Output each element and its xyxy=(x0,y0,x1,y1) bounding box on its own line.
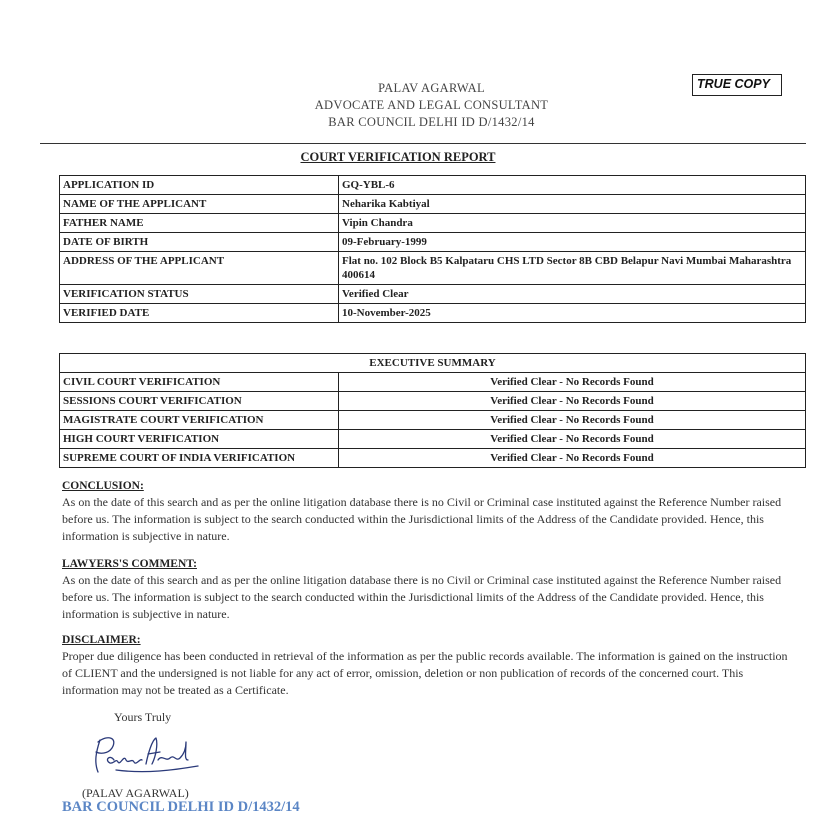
signature-image xyxy=(86,730,206,782)
field-label: ADDRESS OF THE APPLICANT xyxy=(60,252,339,285)
true-copy-stamp: TRUE COPY xyxy=(692,74,782,96)
summary-heading: EXECUTIVE SUMMARY xyxy=(60,354,806,373)
court-label: SUPREME COURT OF INDIA VERIFICATION xyxy=(60,449,339,468)
disclaimer-title: DISCLAIMER: xyxy=(62,634,141,646)
executive-summary-table xyxy=(59,353,806,468)
table-row xyxy=(60,233,806,252)
table-row xyxy=(60,214,806,233)
field-value: Vipin Chandra xyxy=(339,214,806,233)
table-row xyxy=(60,430,806,449)
conclusion-text: As on the date of this search and as per the online litigation database there is no Civil or Criminal case instituted against the Reference Number raised before us. The information is subject to the search conducted within the Jurisdictional limits of the Address of the Candidate provided. Hence, this information is subjective in nature. xyxy=(62,495,782,543)
court-status: Verified Clear - No Records Found xyxy=(339,411,806,430)
court-label: CIVIL COURT VERIFICATION xyxy=(60,373,339,392)
header-divider xyxy=(40,143,806,144)
table-row xyxy=(60,373,806,392)
disclaimer-text: Proper due diligence has been conducted in retrieval of the information as per the public records available. The information is gained on the instruction of CLIENT and the undersigned is not liable for any act of error, omission, deletion or non publication of records of the concerned court. This information may not be treated as a Certificate. xyxy=(62,649,788,697)
field-value: 10-November-2025 xyxy=(339,304,806,323)
field-label: VERIFICATION STATUS xyxy=(60,285,339,304)
report-title: COURT VERIFICATION REPORT xyxy=(300,150,496,164)
field-label: APPLICATION ID xyxy=(60,176,339,195)
court-status: Verified Clear - No Records Found xyxy=(339,373,806,392)
court-label: HIGH COURT VERIFICATION xyxy=(60,430,339,449)
applicant-details-table xyxy=(59,175,806,323)
table-row xyxy=(60,176,806,195)
disclaimer-section xyxy=(62,633,797,699)
field-value: Verified Clear xyxy=(339,285,806,304)
court-status: Verified Clear - No Records Found xyxy=(339,430,806,449)
field-label: DATE OF BIRTH xyxy=(60,233,339,252)
table-row xyxy=(60,195,806,214)
table-row xyxy=(60,449,806,468)
field-value: Flat no. 102 Block B5 Kalpataru CHS LTD Sector 8B CBD Belapur Navi Mumbai Maharashtra 400614 xyxy=(339,252,806,285)
closing-salutation: Yours Truly xyxy=(114,710,172,724)
letterhead xyxy=(0,80,833,131)
field-label: FATHER NAME xyxy=(60,214,339,233)
signatory-name: (PALAV AGARWAL) xyxy=(82,786,189,800)
court-label: MAGISTRATE COURT VERIFICATION xyxy=(60,411,339,430)
court-status: Verified Clear - No Records Found xyxy=(339,449,806,468)
court-status: Verified Clear - No Records Found xyxy=(339,392,806,411)
table-row xyxy=(60,285,806,304)
field-value: 09-February-1999 xyxy=(339,233,806,252)
lawyers-comment-text: As on the date of this search and as per the online litigation database there is no Civil or Criminal case instituted against the Reference Number raised before us. The information is subject to the search conducted within the Jurisdictional limits of the Address of the Candidate provided. Hence, this information is subjective in nature. xyxy=(62,573,782,621)
court-label: SESSIONS COURT VERIFICATION xyxy=(60,392,339,411)
lawyers-comment-section xyxy=(62,557,797,623)
lawyers-comment-title: LAWYERS'S COMMENT: xyxy=(62,558,197,570)
table-row xyxy=(60,411,806,430)
conclusion-title: CONCLUSION: xyxy=(62,480,144,492)
table-row xyxy=(60,304,806,323)
advocate-title: ADVOCATE AND LEGAL CONSULTANT xyxy=(314,98,549,112)
field-value: Neharika Kabtiyal xyxy=(339,195,806,214)
signatory-bar-id: BAR COUNCIL DELHI ID D/1432/14 xyxy=(62,799,300,815)
table-row xyxy=(60,392,806,411)
table-row xyxy=(60,252,806,285)
advocate-name: PALAV AGARWAL xyxy=(378,81,485,95)
field-label: NAME OF THE APPLICANT xyxy=(60,195,339,214)
conclusion-section xyxy=(62,479,797,545)
table-header-row xyxy=(60,354,806,373)
bar-council-id: BAR COUNCIL DELHI ID D/1432/14 xyxy=(328,115,535,129)
field-value: GQ-YBL-6 xyxy=(339,176,806,195)
field-label: VERIFIED DATE xyxy=(60,304,339,323)
